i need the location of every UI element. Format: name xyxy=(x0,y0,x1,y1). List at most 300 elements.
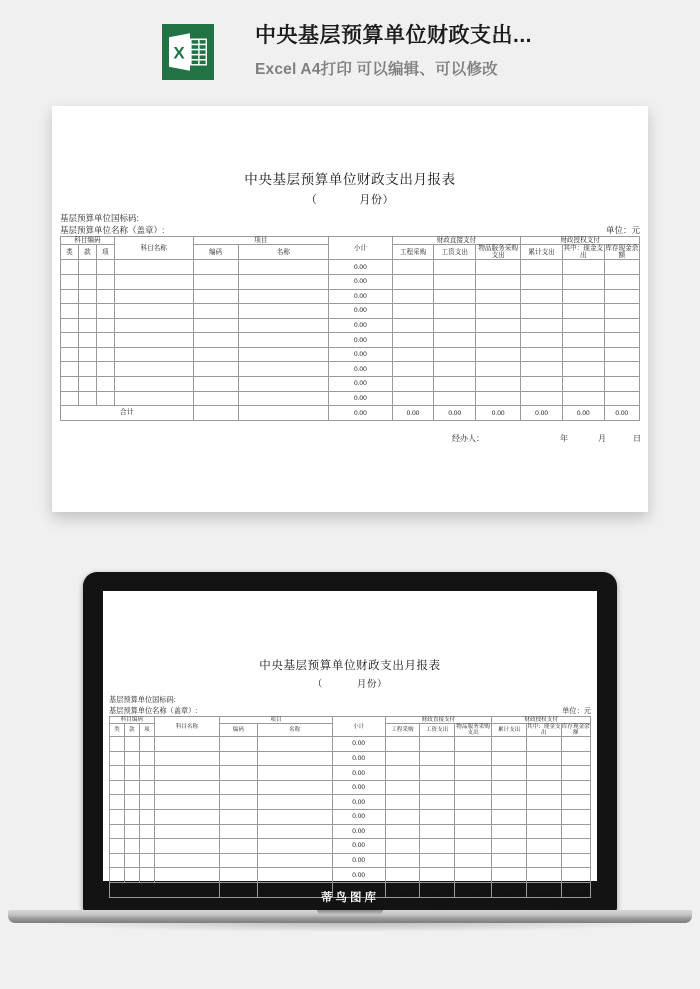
cell-direct-goods[interactable] xyxy=(476,362,521,377)
cell-project-code[interactable] xyxy=(220,868,258,883)
cell-subtotal[interactable]: 0.00 xyxy=(329,391,393,406)
cell-project-code[interactable] xyxy=(220,839,258,854)
cell-project-code[interactable] xyxy=(193,377,238,392)
cell-project-name[interactable] xyxy=(238,274,328,289)
cell-project-name[interactable] xyxy=(238,377,328,392)
cell-auth-cumulative[interactable] xyxy=(492,780,527,795)
cell-subtotal[interactable]: 0.00 xyxy=(332,868,385,883)
cell-auth-cumulative[interactable] xyxy=(521,347,563,362)
cell-direct-salary[interactable] xyxy=(434,362,476,377)
cell-direct-engineering[interactable] xyxy=(385,780,420,795)
cell-direct-engineering[interactable] xyxy=(385,824,420,839)
cell-direct-engineering[interactable] xyxy=(392,347,434,362)
total-subtotal[interactable]: 0.00 xyxy=(329,406,393,421)
cell-subtotal[interactable]: 0.00 xyxy=(329,274,393,289)
cell-kuan[interactable] xyxy=(78,377,96,392)
cell-subtotal[interactable]: 0.00 xyxy=(332,766,385,781)
cell-project-name[interactable] xyxy=(257,780,332,795)
cell-subject-name[interactable] xyxy=(114,289,193,304)
cell-direct-goods[interactable] xyxy=(454,780,492,795)
cell-project-code[interactable] xyxy=(193,318,238,333)
cell-subtotal[interactable]: 0.00 xyxy=(329,289,393,304)
cell-direct-engineering[interactable] xyxy=(385,766,420,781)
table-row[interactable] xyxy=(61,289,640,304)
cell-project-code[interactable] xyxy=(220,737,258,752)
cell-direct-goods[interactable] xyxy=(476,304,521,319)
cell-kuan[interactable] xyxy=(124,839,139,854)
cell-kuan[interactable] xyxy=(124,780,139,795)
cell-xiang[interactable] xyxy=(139,839,154,854)
cell-direct-goods[interactable] xyxy=(454,824,492,839)
cell-lei[interactable] xyxy=(61,391,79,406)
cell-lei[interactable] xyxy=(61,377,79,392)
cell-project-code[interactable] xyxy=(193,347,238,362)
cell-auth-cash[interactable] xyxy=(526,766,561,781)
table-total-row[interactable] xyxy=(61,406,640,421)
cell-direct-salary[interactable] xyxy=(420,853,455,868)
cell-auth-cash[interactable] xyxy=(526,853,561,868)
cell-lei[interactable] xyxy=(110,766,125,781)
table-row[interactable] xyxy=(61,347,640,362)
cell-project-name[interactable] xyxy=(238,333,328,348)
cell-lei[interactable] xyxy=(61,260,79,275)
cell-direct-engineering[interactable] xyxy=(392,304,434,319)
cell-xiang[interactable] xyxy=(139,780,154,795)
cell-lei[interactable] xyxy=(110,868,125,883)
cell-direct-engineering[interactable] xyxy=(385,810,420,825)
cell-subject-name[interactable] xyxy=(114,362,193,377)
cell-xiang[interactable] xyxy=(139,824,154,839)
cell-subtotal[interactable]: 0.00 xyxy=(332,737,385,752)
table-row[interactable] xyxy=(61,274,640,289)
cell-direct-engineering[interactable] xyxy=(392,260,434,275)
total-direct-salary[interactable]: 0.00 xyxy=(434,406,476,421)
cell-auth-balance[interactable] xyxy=(604,274,639,289)
cell-auth-cash[interactable] xyxy=(562,274,604,289)
cell-project-name[interactable] xyxy=(257,751,332,766)
cell-subtotal[interactable]: 0.00 xyxy=(329,362,393,377)
cell-auth-cumulative[interactable] xyxy=(521,289,563,304)
cell-auth-cumulative[interactable] xyxy=(521,391,563,406)
cell-subtotal[interactable]: 0.00 xyxy=(329,333,393,348)
cell-direct-goods[interactable] xyxy=(454,795,492,810)
cell-subject-name[interactable] xyxy=(154,780,219,795)
cell-auth-cumulative[interactable] xyxy=(492,824,527,839)
cell-kuan[interactable] xyxy=(78,362,96,377)
total-direct-salary-laptop[interactable]: 0.00 xyxy=(420,883,455,898)
cell-subtotal[interactable]: 0.00 xyxy=(332,751,385,766)
cell-project-name[interactable] xyxy=(257,795,332,810)
cell-lei[interactable] xyxy=(61,347,79,362)
cell-lei[interactable] xyxy=(61,318,79,333)
total-direct-engineering[interactable]: 0.00 xyxy=(392,406,434,421)
cell-subtotal[interactable]: 0.00 xyxy=(329,304,393,319)
cell-direct-salary[interactable] xyxy=(434,260,476,275)
cell-auth-balance[interactable] xyxy=(604,289,639,304)
cell-direct-engineering[interactable] xyxy=(385,795,420,810)
cell-subject-name[interactable] xyxy=(114,333,193,348)
cell-lei[interactable] xyxy=(61,362,79,377)
cell-auth-cash[interactable] xyxy=(526,839,561,854)
cell-auth-cash[interactable] xyxy=(562,362,604,377)
cell-project-code[interactable] xyxy=(193,391,238,406)
cell-lei[interactable] xyxy=(110,853,125,868)
cell-project-name[interactable] xyxy=(257,766,332,781)
cell-subtotal[interactable]: 0.00 xyxy=(332,795,385,810)
cell-xiang[interactable] xyxy=(96,318,114,333)
cell-direct-salary[interactable] xyxy=(420,780,455,795)
cell-auth-cash[interactable] xyxy=(526,824,561,839)
cell-direct-engineering[interactable] xyxy=(392,391,434,406)
table-row-laptop[interactable] xyxy=(110,737,591,752)
cell-auth-cumulative[interactable] xyxy=(492,839,527,854)
cell-lei[interactable] xyxy=(61,289,79,304)
cell-auth-balance[interactable] xyxy=(561,737,590,752)
cell-direct-salary[interactable] xyxy=(420,824,455,839)
cell-subject-name[interactable] xyxy=(154,810,219,825)
table-row[interactable] xyxy=(61,318,640,333)
cell-direct-salary[interactable] xyxy=(434,333,476,348)
cell-project-code[interactable] xyxy=(193,260,238,275)
cell-auth-cumulative[interactable] xyxy=(521,362,563,377)
total-direct-goods-laptop[interactable]: 0.00 xyxy=(454,883,492,898)
total-auth-cumulative-laptop[interactable]: 0.00 xyxy=(492,883,527,898)
table-row[interactable] xyxy=(61,377,640,392)
table-row-laptop[interactable] xyxy=(110,839,591,854)
cell-auth-cumulative[interactable] xyxy=(492,751,527,766)
cell-direct-engineering[interactable] xyxy=(385,853,420,868)
cell-subject-name[interactable] xyxy=(114,391,193,406)
cell-auth-cumulative[interactable] xyxy=(521,377,563,392)
cell-project-name[interactable] xyxy=(238,260,328,275)
table-row-laptop[interactable] xyxy=(110,780,591,795)
cell-subtotal[interactable]: 0.00 xyxy=(329,377,393,392)
total-project-code[interactable] xyxy=(193,406,238,421)
cell-auth-cumulative[interactable] xyxy=(492,853,527,868)
cell-lei[interactable] xyxy=(110,737,125,752)
cell-subject-name[interactable] xyxy=(154,766,219,781)
cell-kuan[interactable] xyxy=(124,824,139,839)
total-subtotal-laptop[interactable]: 0.00 xyxy=(332,883,385,898)
cell-direct-goods[interactable] xyxy=(476,347,521,362)
table-row[interactable] xyxy=(61,304,640,319)
cell-project-name[interactable] xyxy=(257,839,332,854)
total-auth-cash-laptop[interactable]: 0.00 xyxy=(526,883,561,898)
cell-subject-name[interactable] xyxy=(114,260,193,275)
cell-subtotal[interactable]: 0.00 xyxy=(332,824,385,839)
cell-xiang[interactable] xyxy=(139,751,154,766)
cell-auth-cash[interactable] xyxy=(526,868,561,883)
cell-lei[interactable] xyxy=(61,304,79,319)
cell-xiang[interactable] xyxy=(139,868,154,883)
cell-direct-salary[interactable] xyxy=(420,810,455,825)
cell-direct-salary[interactable] xyxy=(420,795,455,810)
cell-xiang[interactable] xyxy=(96,391,114,406)
cell-auth-balance[interactable] xyxy=(561,868,590,883)
cell-direct-engineering[interactable] xyxy=(385,737,420,752)
cell-auth-balance[interactable] xyxy=(561,839,590,854)
cell-auth-balance[interactable] xyxy=(561,810,590,825)
cell-project-name[interactable] xyxy=(238,289,328,304)
cell-auth-cash[interactable] xyxy=(562,304,604,319)
cell-direct-salary[interactable] xyxy=(420,737,455,752)
cell-auth-cash[interactable] xyxy=(562,377,604,392)
cell-lei[interactable] xyxy=(61,333,79,348)
cell-direct-engineering[interactable] xyxy=(392,289,434,304)
cell-project-code[interactable] xyxy=(193,304,238,319)
cell-direct-salary[interactable] xyxy=(434,274,476,289)
cell-auth-cumulative[interactable] xyxy=(492,766,527,781)
cell-kuan[interactable] xyxy=(78,304,96,319)
cell-direct-goods[interactable] xyxy=(454,810,492,825)
table-body[interactable] xyxy=(61,260,640,421)
table-row-laptop[interactable] xyxy=(110,824,591,839)
cell-lei[interactable] xyxy=(110,795,125,810)
table-body-laptop[interactable] xyxy=(110,737,591,898)
cell-auth-cumulative[interactable] xyxy=(521,274,563,289)
cell-auth-balance[interactable] xyxy=(561,766,590,781)
cell-direct-engineering[interactable] xyxy=(392,362,434,377)
cell-lei[interactable] xyxy=(110,839,125,854)
cell-xiang[interactable] xyxy=(139,766,154,781)
cell-project-code[interactable] xyxy=(220,795,258,810)
cell-kuan[interactable] xyxy=(124,737,139,752)
cell-kuan[interactable] xyxy=(78,318,96,333)
cell-project-code[interactable] xyxy=(193,274,238,289)
cell-kuan[interactable] xyxy=(78,347,96,362)
cell-auth-cumulative[interactable] xyxy=(492,810,527,825)
total-auth-cash[interactable]: 0.00 xyxy=(562,406,604,421)
cell-subtotal[interactable]: 0.00 xyxy=(329,260,393,275)
cell-direct-goods[interactable] xyxy=(454,868,492,883)
cell-project-code[interactable] xyxy=(193,333,238,348)
cell-auth-cash[interactable] xyxy=(526,810,561,825)
cell-project-name[interactable] xyxy=(238,347,328,362)
cell-auth-cash[interactable] xyxy=(526,737,561,752)
total-direct-engineering-laptop[interactable]: 0.00 xyxy=(385,883,420,898)
cell-direct-engineering[interactable] xyxy=(392,333,434,348)
cell-direct-goods[interactable] xyxy=(476,377,521,392)
cell-direct-salary[interactable] xyxy=(434,347,476,362)
cell-auth-cash[interactable] xyxy=(562,318,604,333)
cell-xiang[interactable] xyxy=(139,810,154,825)
cell-direct-goods[interactable] xyxy=(476,260,521,275)
cell-direct-goods[interactable] xyxy=(454,766,492,781)
cell-xiang[interactable] xyxy=(96,347,114,362)
cell-direct-salary[interactable] xyxy=(434,391,476,406)
cell-project-name[interactable] xyxy=(238,391,328,406)
cell-auth-cash[interactable] xyxy=(526,780,561,795)
cell-xiang[interactable] xyxy=(96,289,114,304)
cell-kuan[interactable] xyxy=(78,274,96,289)
cell-auth-cumulative[interactable] xyxy=(521,260,563,275)
cell-auth-cumulative[interactable] xyxy=(521,333,563,348)
cell-auth-balance[interactable] xyxy=(561,795,590,810)
cell-project-code[interactable] xyxy=(193,289,238,304)
cell-kuan[interactable] xyxy=(124,853,139,868)
cell-direct-engineering[interactable] xyxy=(385,751,420,766)
cell-kuan[interactable] xyxy=(124,810,139,825)
cell-kuan[interactable] xyxy=(78,391,96,406)
cell-project-code[interactable] xyxy=(220,810,258,825)
cell-subtotal[interactable]: 0.00 xyxy=(332,810,385,825)
cell-kuan[interactable] xyxy=(124,868,139,883)
cell-auth-cumulative[interactable] xyxy=(492,737,527,752)
cell-direct-goods[interactable] xyxy=(476,391,521,406)
cell-project-name[interactable] xyxy=(257,810,332,825)
total-auth-balance[interactable]: 0.00 xyxy=(604,406,639,421)
cell-project-code[interactable] xyxy=(220,853,258,868)
cell-auth-balance[interactable] xyxy=(604,377,639,392)
cell-project-name[interactable] xyxy=(238,362,328,377)
cell-subject-name[interactable] xyxy=(114,377,193,392)
cell-project-code[interactable] xyxy=(220,824,258,839)
table-row-laptop[interactable] xyxy=(110,810,591,825)
cell-auth-balance[interactable] xyxy=(604,260,639,275)
table-row[interactable] xyxy=(61,362,640,377)
cell-xiang[interactable] xyxy=(96,377,114,392)
cell-subtotal[interactable]: 0.00 xyxy=(332,853,385,868)
cell-auth-cash[interactable] xyxy=(562,260,604,275)
cell-direct-engineering[interactable] xyxy=(385,868,420,883)
cell-direct-goods[interactable] xyxy=(476,333,521,348)
cell-auth-cash[interactable] xyxy=(526,751,561,766)
total-direct-goods[interactable]: 0.00 xyxy=(476,406,521,421)
cell-auth-cash[interactable] xyxy=(562,333,604,348)
cell-direct-engineering[interactable] xyxy=(392,377,434,392)
cell-subject-name[interactable] xyxy=(114,304,193,319)
cell-auth-balance[interactable] xyxy=(604,347,639,362)
cell-direct-salary[interactable] xyxy=(420,868,455,883)
table-row-laptop[interactable] xyxy=(110,795,591,810)
cell-xiang[interactable] xyxy=(139,737,154,752)
table-row[interactable] xyxy=(61,391,640,406)
cell-auth-balance[interactable] xyxy=(604,362,639,377)
table-row-laptop[interactable] xyxy=(110,853,591,868)
cell-subject-name[interactable] xyxy=(154,853,219,868)
table-row-laptop[interactable] xyxy=(110,751,591,766)
cell-subject-name[interactable] xyxy=(114,318,193,333)
cell-direct-engineering[interactable] xyxy=(392,318,434,333)
report-table-laptop[interactable] xyxy=(109,716,591,898)
cell-xiang[interactable] xyxy=(96,304,114,319)
cell-kuan[interactable] xyxy=(124,795,139,810)
cell-project-name[interactable] xyxy=(257,737,332,752)
cell-kuan[interactable] xyxy=(78,333,96,348)
cell-subject-name[interactable] xyxy=(154,868,219,883)
cell-xiang[interactable] xyxy=(96,362,114,377)
cell-auth-balance[interactable] xyxy=(561,853,590,868)
cell-direct-goods[interactable] xyxy=(454,853,492,868)
cell-lei[interactable] xyxy=(61,274,79,289)
cell-auth-cash[interactable] xyxy=(526,795,561,810)
cell-auth-cash[interactable] xyxy=(562,347,604,362)
preview-card[interactable] xyxy=(52,106,648,512)
cell-subtotal[interactable]: 0.00 xyxy=(329,318,393,333)
cell-lei[interactable] xyxy=(110,780,125,795)
cell-kuan[interactable] xyxy=(124,766,139,781)
cell-xiang[interactable] xyxy=(139,853,154,868)
cell-lei[interactable] xyxy=(110,751,125,766)
cell-auth-cumulative[interactable] xyxy=(521,318,563,333)
cell-xiang[interactable] xyxy=(139,795,154,810)
cell-subject-name[interactable] xyxy=(154,795,219,810)
cell-project-code[interactable] xyxy=(220,751,258,766)
total-auth-balance-laptop[interactable]: 0.00 xyxy=(561,883,590,898)
cell-direct-engineering[interactable] xyxy=(392,274,434,289)
cell-auth-balance[interactable] xyxy=(561,824,590,839)
cell-auth-balance[interactable] xyxy=(604,391,639,406)
cell-auth-cumulative[interactable] xyxy=(492,795,527,810)
cell-subject-name[interactable] xyxy=(114,347,193,362)
cell-xiang[interactable] xyxy=(96,333,114,348)
total-auth-cumulative[interactable]: 0.00 xyxy=(521,406,563,421)
cell-project-code[interactable] xyxy=(220,766,258,781)
cell-project-name[interactable] xyxy=(257,853,332,868)
cell-project-name[interactable] xyxy=(238,318,328,333)
cell-auth-balance[interactable] xyxy=(604,304,639,319)
report-table[interactable] xyxy=(60,236,640,421)
cell-lei[interactable] xyxy=(110,810,125,825)
cell-kuan[interactable] xyxy=(78,260,96,275)
cell-direct-goods[interactable] xyxy=(476,318,521,333)
cell-auth-cash[interactable] xyxy=(562,289,604,304)
cell-lei[interactable] xyxy=(110,824,125,839)
cell-xiang[interactable] xyxy=(96,260,114,275)
cell-direct-goods[interactable] xyxy=(454,839,492,854)
cell-auth-balance[interactable] xyxy=(561,751,590,766)
cell-auth-balance[interactable] xyxy=(604,333,639,348)
cell-xiang[interactable] xyxy=(96,274,114,289)
cell-subject-name[interactable] xyxy=(154,751,219,766)
cell-direct-salary[interactable] xyxy=(434,318,476,333)
cell-direct-goods[interactable] xyxy=(476,289,521,304)
table-row[interactable] xyxy=(61,260,640,275)
cell-project-name[interactable] xyxy=(257,868,332,883)
cell-subtotal[interactable]: 0.00 xyxy=(332,780,385,795)
cell-kuan[interactable] xyxy=(124,751,139,766)
cell-project-name[interactable] xyxy=(238,304,328,319)
cell-auth-balance[interactable] xyxy=(604,318,639,333)
cell-direct-goods[interactable] xyxy=(454,751,492,766)
cell-direct-goods[interactable] xyxy=(476,274,521,289)
cell-direct-salary[interactable] xyxy=(434,304,476,319)
cell-direct-salary[interactable] xyxy=(420,751,455,766)
table-row-laptop[interactable] xyxy=(110,868,591,883)
cell-direct-salary[interactable] xyxy=(420,839,455,854)
cell-project-code[interactable] xyxy=(220,780,258,795)
cell-project-name[interactable] xyxy=(257,824,332,839)
total-project-name[interactable] xyxy=(238,406,328,421)
cell-kuan[interactable] xyxy=(78,289,96,304)
cell-direct-salary[interactable] xyxy=(434,289,476,304)
cell-subject-name[interactable] xyxy=(154,737,219,752)
cell-auth-cumulative[interactable] xyxy=(521,304,563,319)
cell-direct-salary[interactable] xyxy=(434,377,476,392)
cell-auth-cumulative[interactable] xyxy=(492,868,527,883)
cell-auth-balance[interactable] xyxy=(561,780,590,795)
cell-subject-name[interactable] xyxy=(154,839,219,854)
cell-subject-name[interactable] xyxy=(114,274,193,289)
cell-direct-engineering[interactable] xyxy=(385,839,420,854)
table-row-laptop[interactable] xyxy=(110,766,591,781)
cell-subtotal[interactable]: 0.00 xyxy=(329,347,393,362)
cell-subject-name[interactable] xyxy=(154,824,219,839)
cell-direct-salary[interactable] xyxy=(420,766,455,781)
cell-auth-cash[interactable] xyxy=(562,391,604,406)
cell-direct-goods[interactable] xyxy=(454,737,492,752)
cell-project-code[interactable] xyxy=(193,362,238,377)
